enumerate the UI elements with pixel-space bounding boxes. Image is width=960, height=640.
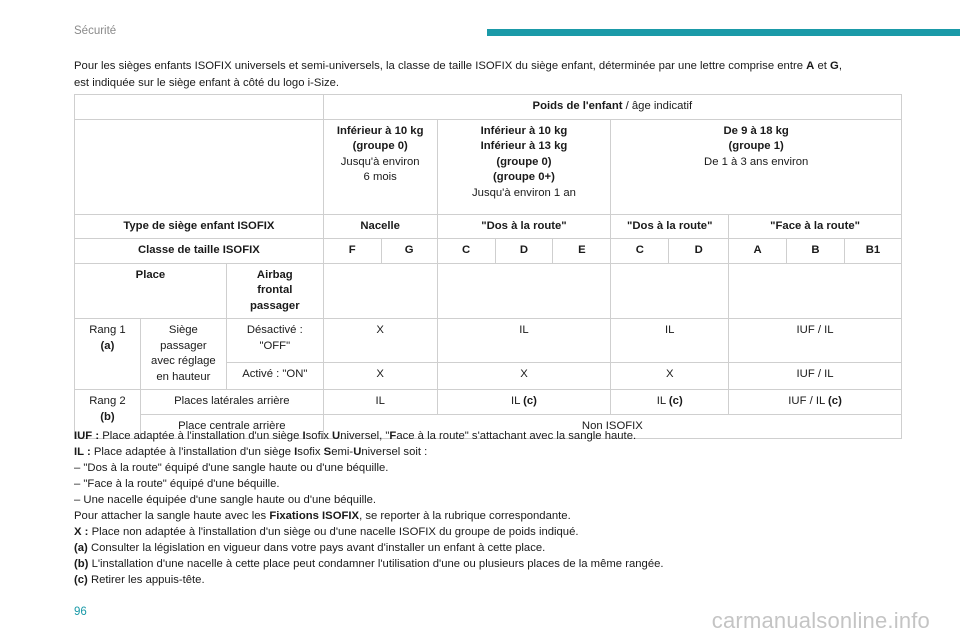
page-number: 96	[74, 606, 87, 618]
rang1-label: Rang 1 (a)	[75, 319, 141, 390]
legend-notes	[74, 428, 904, 588]
value-cell: X	[323, 319, 437, 363]
table-row	[75, 95, 902, 120]
note-attach: Pour attacher la sangle haute avec les Fixations ISOFIX, se reporter à la rubrique correspondante.	[74, 510, 571, 522]
value-cell: IL	[611, 319, 729, 363]
lateral-places-label: Places latérales arrière	[140, 390, 323, 415]
size-class-cell: B1	[844, 239, 901, 264]
value-cell: IL	[323, 390, 437, 415]
size-class-cell: E	[553, 239, 611, 264]
seat-type-label: Type de siège enfant ISOFIX	[75, 214, 324, 239]
airbag-label: Airbag frontal passager	[226, 263, 323, 319]
size-class-cell: B	[787, 239, 845, 264]
size-class-cell: A	[729, 239, 787, 264]
size-class-cell: C	[437, 239, 495, 264]
table-row	[75, 319, 902, 363]
section-title: Sécurité	[74, 25, 117, 37]
isofix-table	[74, 94, 902, 439]
empty-cell	[611, 263, 729, 319]
empty-cell	[729, 263, 902, 319]
note-a: (a) Consulter la législation en vigueur dans votre pays avant d'installer un enfant à cette place.	[74, 542, 546, 554]
note-bullet: – "Dos à la route" équipé d'une sangle haute ou d'une béquille.	[74, 462, 389, 474]
value-cell: IL (c)	[437, 390, 611, 415]
value-cell: X	[611, 363, 729, 390]
seat-type-cell: "Face à la route"	[729, 214, 902, 239]
rang1-seat: Siège passager avec réglage en hauteur	[140, 319, 226, 390]
value-cell: IUF / IL (c)	[729, 390, 902, 415]
value-cell: X	[437, 363, 611, 390]
group-0-header: Inférieur à 10 kg (groupe 0) Jusqu'à environ 6 mois	[323, 119, 437, 214]
weight-header: Poids de l'enfant / âge indicatif	[323, 95, 901, 120]
table-row	[75, 263, 902, 319]
header-empty-cell	[75, 119, 324, 214]
table-row	[75, 214, 902, 239]
group-0plus-header: Inférieur à 10 kg Inférieur à 13 kg (groupe 0) (groupe 0+) Jusqu'à environ 1 an	[437, 119, 611, 214]
value-cell: IUF / IL	[729, 363, 902, 390]
airbag-on: Activé : "ON"	[226, 363, 323, 390]
empty-cell	[437, 263, 611, 319]
intro-paragraph: Pour les sièges enfants ISOFIX universels et semi-universels, la classe de taille ISOFIX du siège enfant, déterminée par une lettre comprise entre A et G, est indiquée sur le siège enfant à côté du logo i-Size.	[74, 60, 842, 89]
note-c: (c) Retirer les appuis-tête.	[74, 574, 205, 586]
group-1-header: De 9 à 18 kg (groupe 1) De 1 à 3 ans environ	[611, 119, 902, 214]
note-x: X : Place non adaptée à l'installation d'un siège ou d'une nacelle ISOFIX du groupe de poids indiqué.	[74, 526, 579, 538]
place-label: Place	[75, 263, 227, 319]
value-cell: X	[323, 363, 437, 390]
table-row	[75, 119, 902, 214]
table-row	[75, 390, 902, 415]
note-iuf: IUF : Place adaptée à l'installation d'un siège Isofix Universel, "Face à la route" s'attachant avec la sangle haute.	[74, 430, 637, 442]
size-class-cell: G	[381, 239, 437, 264]
header-accent-bar	[487, 29, 960, 36]
header-empty-cell	[75, 95, 324, 120]
note-il: IL : Place adaptée à l'installation d'un siège Isofix Semi-Universel soit :	[74, 446, 428, 458]
note-b: (b) L'installation d'une nacelle à cette place peut condamner l'utilisation d'une ou plusieurs places de la même rangée.	[74, 558, 664, 570]
seat-type-cell: Nacelle	[323, 214, 437, 239]
seat-type-cell: "Dos à la route"	[611, 214, 729, 239]
size-class-cell: D	[495, 239, 553, 264]
value-cell: IUF / IL	[729, 319, 902, 363]
rang2-label: Rang 2 (b)	[75, 390, 141, 439]
size-class-cell: C	[611, 239, 669, 264]
seat-type-cell: "Dos à la route"	[437, 214, 611, 239]
value-cell: IL	[437, 319, 611, 363]
size-class-cell: F	[323, 239, 381, 264]
empty-cell	[323, 263, 437, 319]
airbag-off: Désactivé : "OFF"	[226, 319, 323, 363]
value-cell: IL (c)	[611, 390, 729, 415]
size-class-label: Classe de taille ISOFIX	[75, 239, 324, 264]
note-bullet: – "Face à la route" équipé d'une béquille.	[74, 478, 280, 490]
central-place-label: Place centrale arrière	[140, 414, 323, 439]
table-row	[75, 239, 902, 264]
watermark: carmanualsonline.info	[711, 608, 930, 633]
value-cell: Non ISOFIX	[323, 414, 901, 439]
size-class-cell: D	[669, 239, 729, 264]
note-bullet: – Une nacelle équipée d'une sangle haute ou d'une béquille.	[74, 494, 377, 506]
